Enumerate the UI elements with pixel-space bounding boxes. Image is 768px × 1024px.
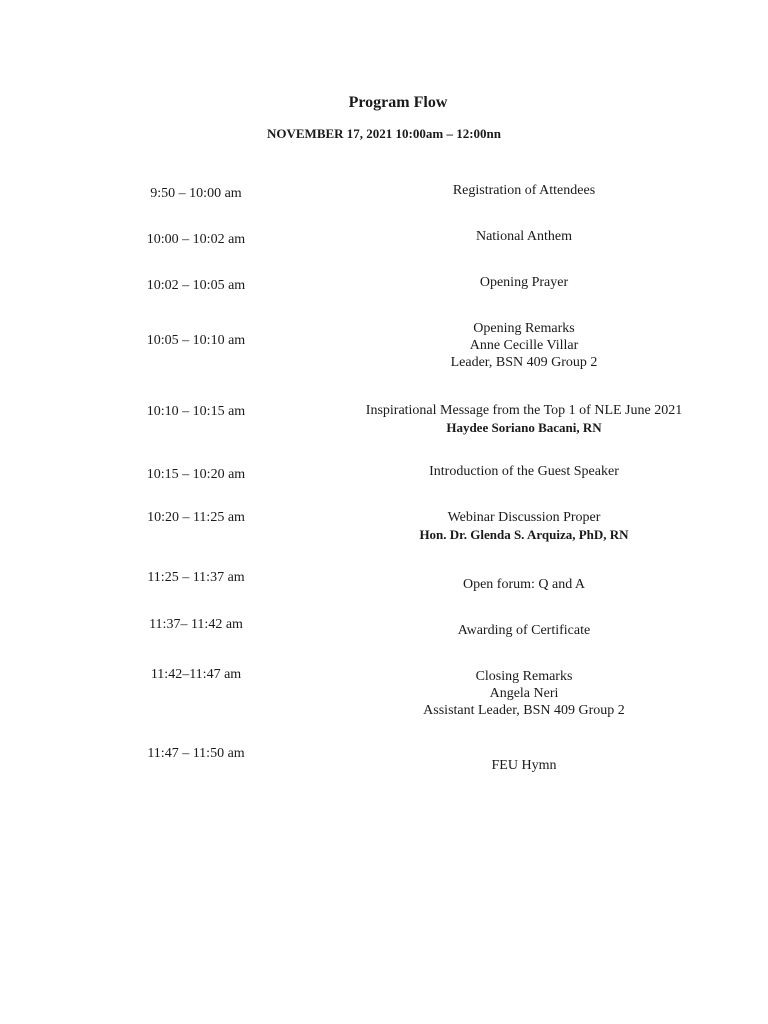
schedule-event: [328, 274, 720, 291]
event-title: Webinar Discussion Proper: [447, 510, 601, 525]
speaker-role: Assistant Leader, BSN 409 Group 2: [423, 703, 625, 718]
schedule-event: [328, 182, 720, 199]
schedule-time: 10:00 – 10:02 am: [146, 232, 246, 247]
schedule-time: 9:50 – 10:00 am: [150, 186, 242, 201]
schedule-event: [328, 757, 720, 774]
speaker-name: Anne Cecille Villar: [469, 338, 579, 353]
schedule-time: 10:10 – 10:15 am: [146, 404, 246, 419]
event-title: Awarding of Certificate: [457, 623, 591, 638]
schedule-event: [328, 622, 720, 639]
schedule-event: [328, 320, 720, 371]
schedule-event: [312, 402, 736, 436]
event-title: Inspirational Message from the Top 1 of NLE June 2021: [365, 403, 683, 418]
schedule-event: [328, 463, 720, 480]
schedule-time: 10:02 – 10:05 am: [146, 278, 246, 293]
event-title: Introduction of the Guest Speaker: [429, 464, 619, 479]
schedule-event: [328, 576, 720, 593]
speaker-name: Haydee Soriano Bacani, RN: [446, 420, 602, 435]
schedule-event: [328, 228, 720, 245]
event-title: National Anthem: [475, 229, 573, 244]
event-title: FEU Hymn: [491, 758, 557, 773]
schedule-time: 11:25 – 11:37 am: [147, 570, 245, 585]
schedule-event: [328, 668, 720, 719]
schedule-event: [328, 509, 720, 543]
schedule-time: 10:15 – 10:20 am: [146, 467, 246, 482]
event-title: Closing Remarks: [475, 669, 573, 684]
schedule-time: 11:47 – 11:50 am: [147, 746, 245, 761]
event-title: Open forum: Q and A: [462, 577, 586, 592]
event-title: Registration of Attendees: [452, 183, 596, 198]
speaker-name: Hon. Dr. Glenda S. Arquiza, PhD, RN: [419, 527, 629, 542]
event-title: Opening Remarks: [473, 321, 575, 336]
speaker-name: Angela Neri: [489, 686, 559, 701]
schedule-time: 11:37– 11:42 am: [149, 617, 243, 632]
event-date-line: NOVEMBER 17, 2021 10:00am – 12:00nn: [266, 126, 501, 141]
speaker-role: Leader, BSN 409 Group 2: [450, 355, 598, 370]
schedule-time: 11:42–11:47 am: [150, 667, 242, 682]
event-title: Opening Prayer: [479, 275, 569, 290]
page-title: Program Flow: [348, 94, 448, 111]
schedule-time: 10:20 – 11:25 am: [147, 510, 245, 525]
schedule-time: 10:05 – 10:10 am: [146, 333, 246, 348]
